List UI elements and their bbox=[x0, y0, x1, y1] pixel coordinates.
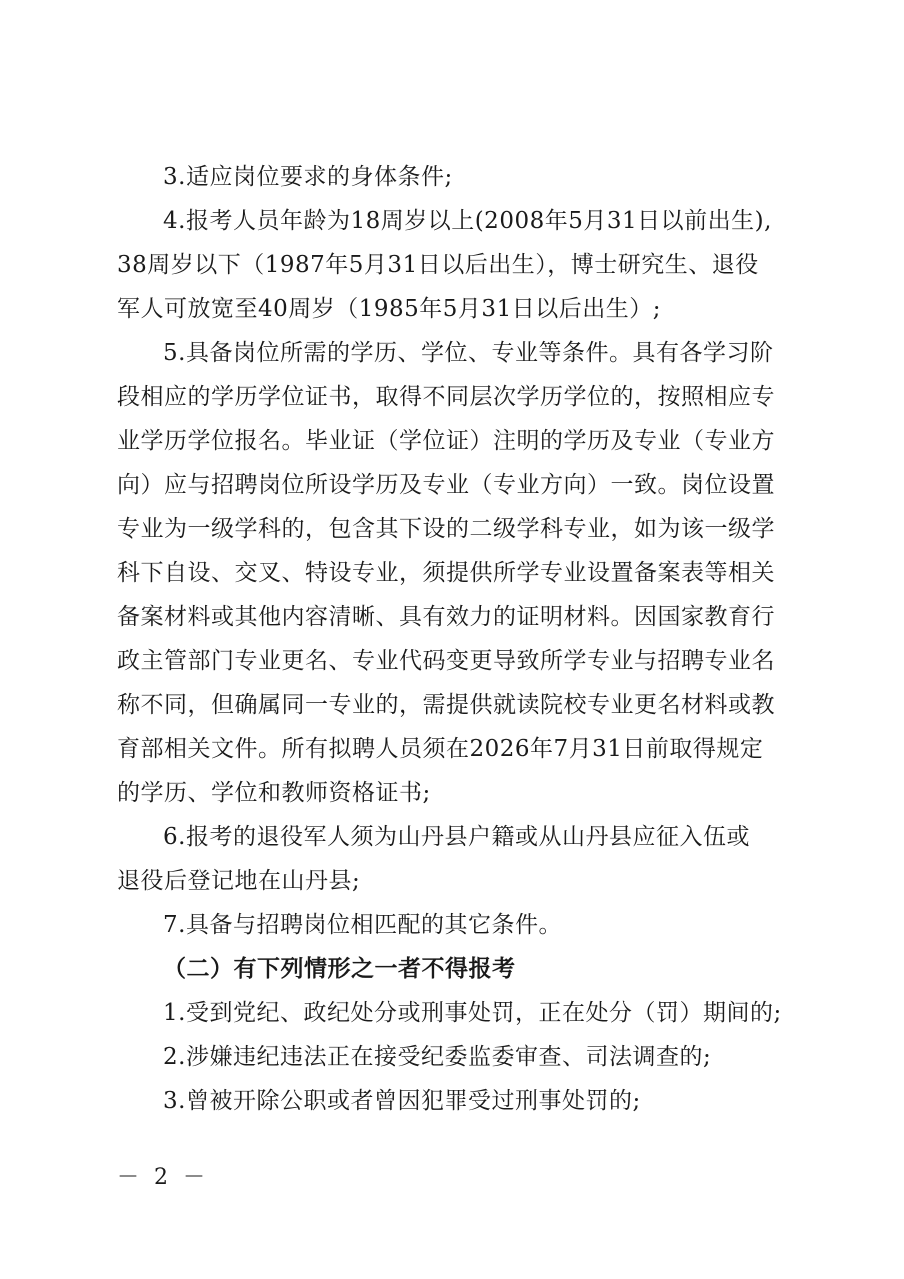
paragraph-5-line-8: 政主管部门专业更名、专业代码变更导致所学专业与招聘专业名 bbox=[117, 648, 775, 674]
paragraph-5-line-7: 备案材料或其他内容清晰、具有效力的证明材料。因国家教育行 bbox=[117, 604, 775, 630]
paragraph-5-line-4: 向）应与招聘岗位所设学历及专业（专业方向）一致。岗位设置 bbox=[117, 472, 775, 498]
paragraph-5-line-9: 称不同，但确属同一专业的，需提供就读院校专业更名材料或教 bbox=[117, 692, 775, 718]
paragraph-5-line-11: 的学历、学位和教师资格证书; bbox=[117, 780, 431, 806]
paragraph-4-age-line-3: 军人可放宽至40周岁（1985年5月31日以后出生）; bbox=[117, 296, 661, 322]
paragraph-5-line-6: 科下自设、交叉、特设专业，须提供所学专业设置备案表等相关 bbox=[117, 560, 775, 586]
exclusion-item-2: 2.涉嫌违纪违法正在接受纪委监委审查、司法调查的; bbox=[163, 1044, 712, 1070]
page-number: － 2 － bbox=[117, 1165, 209, 1190]
paragraph-6-line-2: 退役后登记地在山丹县; bbox=[117, 868, 361, 894]
paragraph-5-line-10: 育部相关文件。所有拟聘人员须在2026年7月31日前取得规定 bbox=[117, 736, 764, 762]
exclusion-item-3: 3.曾被开除公职或者曾因犯罪受过刑事处罚的; bbox=[163, 1088, 641, 1114]
exclusion-item-1: 1.受到党纪、政纪处分或刑事处罚，正在处分（罚）期间的; bbox=[163, 1000, 782, 1026]
section-heading-2: （二）有下列情形之一者不得报考 bbox=[163, 956, 516, 982]
paragraph-6-line-1: 6.报考的退役军人须为山丹县户籍或从山丹县应征入伍或 bbox=[163, 824, 750, 850]
paragraph-5-line-3: 业学历学位报名。毕业证（学位证）注明的学历及专业（专业方 bbox=[117, 428, 775, 454]
paragraph-5-line-2: 段相应的学历学位证书，取得不同层次学历学位的，按照相应专 bbox=[117, 384, 775, 410]
paragraph-5-line-5: 专业为一级学科的，包含其下设的二级学科专业，如为该一级学 bbox=[117, 516, 775, 542]
paragraph-3-physical: 3.适应岗位要求的身体条件; bbox=[163, 164, 453, 190]
paragraph-4-age-line-1: 4.报考人员年龄为18周岁以上(2008年5月31日以前出生), bbox=[163, 208, 772, 234]
paragraph-7: 7.具备与招聘岗位相匹配的其它条件。 bbox=[163, 912, 562, 938]
paragraph-5-line-1: 5.具备岗位所需的学历、学位、专业等条件。具有各学习阶 bbox=[163, 340, 774, 366]
paragraph-4-age-line-2: 38周岁以下（1987年5月31日以后出生），博士研究生、退役 bbox=[117, 252, 759, 278]
